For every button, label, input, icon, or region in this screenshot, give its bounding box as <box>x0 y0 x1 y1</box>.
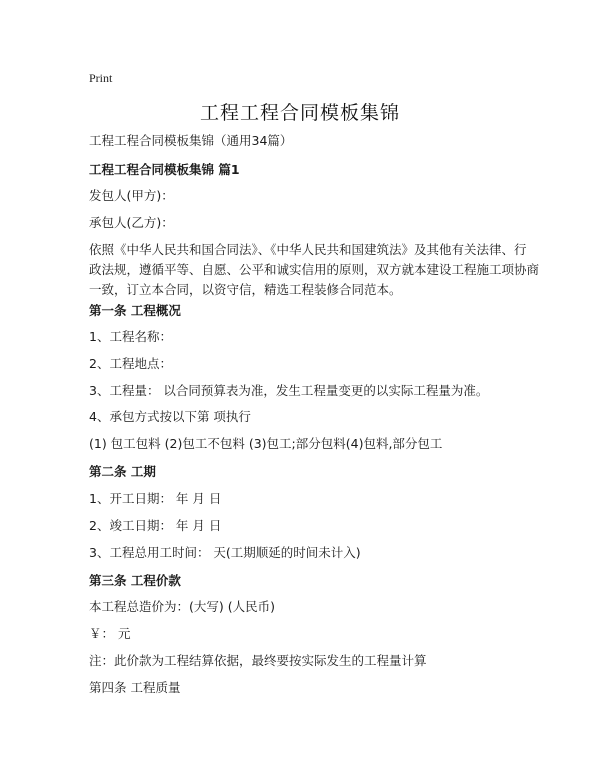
party-a-line: 发包人(甲方)： <box>89 188 174 203</box>
intro-line: 依照《中华人民共和国合同法》、《中华人民共和国建筑法》及其他有关法律、行 <box>89 242 527 257</box>
article1-heading: 第一条 工程概况 <box>89 303 181 318</box>
article1-item: 2、工程地点： <box>89 356 172 371</box>
article1-item: 3、工程量： 以合同预算表为准，发生工程量变更的以实际工程量为准。 <box>89 383 489 398</box>
document-subtitle: 工程工程合同模板集锦（通用34篇） <box>89 133 293 148</box>
article3-item: ￥： 元 <box>89 626 131 641</box>
article3-heading: 第三条 工程价款 <box>89 573 181 588</box>
article3-item: 注：此价款为工程结算依据，最终要按实际发生的工程量计算 <box>89 653 427 668</box>
document-title: 工程工程合同模板集锦 <box>199 102 400 124</box>
article2-item: 1、开工日期： 年 月 日 <box>89 491 222 506</box>
article2-item: 2、竣工日期： 年 月 日 <box>89 518 222 533</box>
party-b-line: 承包人(乙方)： <box>89 215 174 230</box>
article3-item: 本工程总造价为：(大写) (人民币) <box>89 599 275 614</box>
article4-heading: 第四条 工程质量 <box>89 680 181 695</box>
article1-item: 1、工程名称： <box>89 329 172 344</box>
article1-item: 4、承包方式按以下第 项执行 <box>89 409 251 424</box>
intro-line: 政法规，遵循平等、自愿、公平和诚实信用的原则，双方就本建设工程施工项协商 <box>89 262 540 277</box>
intro-line: 一致，订立本合同，以资守信，精选工程装修合同范本。 <box>89 282 402 297</box>
article2-item: 3、工程总用工时间： 天(工期顺延的时间未计入) <box>89 545 361 560</box>
print-label: Print <box>89 71 113 85</box>
intro-paragraph <box>89 240 540 300</box>
article1-item: (1) 包工包料 (2)包工不包料 (3)包工;部分包料(4)包料,部分包工 <box>89 436 443 451</box>
section-heading: 工程工程合同模板集锦 篇1 <box>89 162 240 177</box>
article2-heading: 第二条 工期 <box>89 464 156 479</box>
